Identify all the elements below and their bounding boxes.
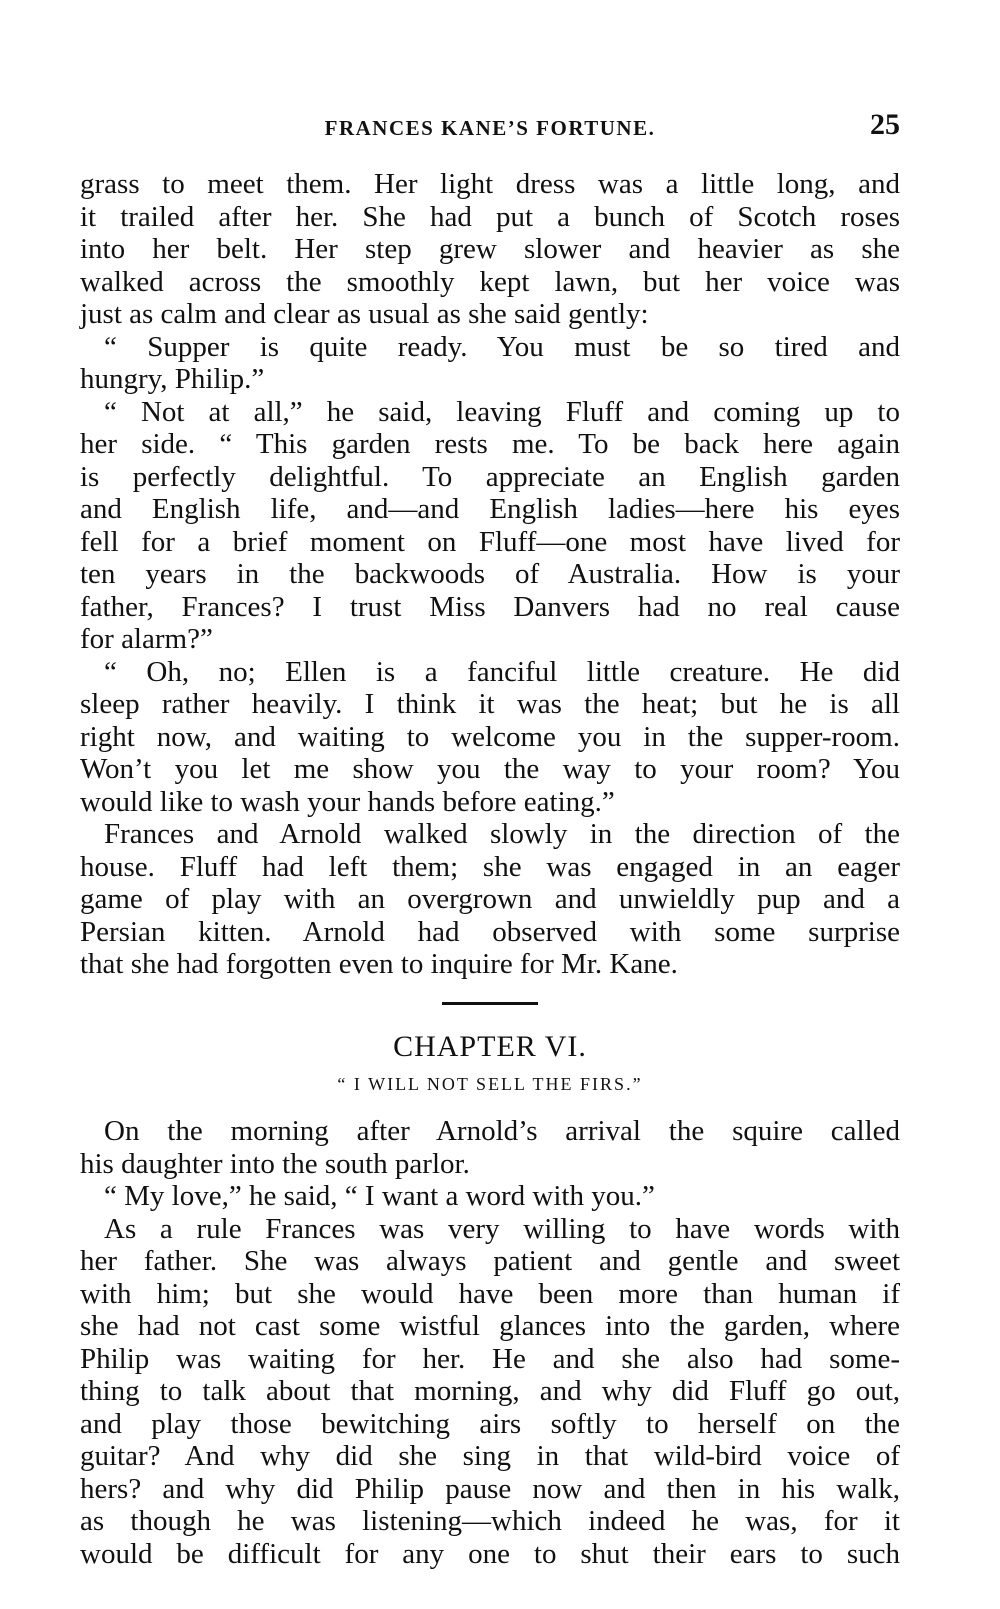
text-line: for alarm?” <box>80 623 213 655</box>
page-number: 25 <box>870 108 900 141</box>
text-line: Won’t you let me show you the way to your room? You <box>80 753 900 785</box>
text-line: As a rule Frances was very willing to have words with <box>104 1212 900 1245</box>
text-block-chapter-six <box>80 1115 900 1570</box>
text-line: it trailed after her. She had put a bunch of Scotch roses <box>80 200 900 233</box>
text-block-before-chapter <box>80 168 900 981</box>
running-head <box>80 108 900 148</box>
text-line: as though he was listening—which indeed he was, for it <box>80 1505 900 1537</box>
text-line: would be difficult for any one to shut their ears to such <box>80 1537 900 1570</box>
text-line: hers? and why did Philip pause now and then in his walk, <box>80 1472 900 1505</box>
text-line: Frances and Arnold walked slowly in the direction of the <box>104 818 900 850</box>
book-page <box>80 0 900 1609</box>
text-line: her side. “ This garden rests me. To be back here again <box>80 428 900 460</box>
text-line: walked across the smoothly kept lawn, but her voice was <box>80 265 900 298</box>
text-line: grass to meet them. Her light dress was a little long, and <box>80 168 900 200</box>
text-line: game of play with an overgrown and unwieldly pup and a <box>80 883 900 915</box>
text-line: and play those bewitching airs softly to herself on the <box>80 1407 900 1440</box>
text-line: hungry, Philip.” <box>80 363 265 395</box>
text-line: right now, and waiting to welcome you in the supper-room. <box>80 720 900 753</box>
running-title: FRANCES KANE’S FORTUNE. <box>324 116 656 140</box>
text-line: would like to wash your hands before eating.” <box>80 785 615 818</box>
text-line: “ Oh, no; Ellen is a fanciful little creature. He did <box>104 655 900 688</box>
text-line: “ My love,” he said, “ I want a word with you.” <box>104 1180 655 1212</box>
text-line: his daughter into the south parlor. <box>80 1147 470 1180</box>
chapter-subtitle: “ I WILL NOT SELL THE FIRS.” <box>337 1074 643 1094</box>
text-line: father, Frances? I trust Miss Danvers had no real cause <box>80 590 900 623</box>
text-line: sleep rather heavily. I think it was the heat; but he is all <box>80 688 900 720</box>
text-line: she had not cast some wistful glances into the garden, where <box>80 1310 900 1342</box>
text-line: ten years in the backwoods of Australia. How is your <box>80 558 900 590</box>
text-line: “ Not at all,” he said, leaving Fluff and coming up to <box>104 395 900 428</box>
text-line: Persian kitten. Arnold had observed with some surprise <box>80 915 900 948</box>
text-line: that she had forgotten even to inquire for Mr. Kane. <box>80 948 678 980</box>
text-line: house. Fluff had left them; she was engaged in an eager <box>80 850 900 883</box>
text-line: guitar? And why did she sing in that wild-bird voice of <box>80 1440 900 1472</box>
chapter-divider-rule <box>442 1002 538 1005</box>
text-line: thing to talk about that morning, and why did Fluff go out, <box>80 1375 900 1407</box>
chapter-heading: CHAPTER VI. <box>393 1030 587 1063</box>
text-line: just as calm and clear as usual as she said gently: <box>80 298 649 330</box>
text-line: into her belt. Her step grew slower and heavier as she <box>80 233 900 265</box>
text-line: Philip was waiting for her. He and she also had some- <box>80 1342 900 1375</box>
text-line: is perfectly delightful. To appreciate an English garden <box>80 460 900 493</box>
text-line: and English life, and—and English ladies—here his eyes <box>80 493 900 525</box>
text-line: “ Supper is quite ready. You must be so tired and <box>104 330 900 363</box>
text-line: On the morning after Arnold’s arrival the squire called <box>104 1115 900 1147</box>
text-line: with him; but she would have been more than human if <box>80 1277 900 1310</box>
text-line: fell for a brief moment on Fluff—one most have lived for <box>80 525 900 558</box>
text-line: her father. She was always patient and gentle and sweet <box>80 1245 900 1277</box>
